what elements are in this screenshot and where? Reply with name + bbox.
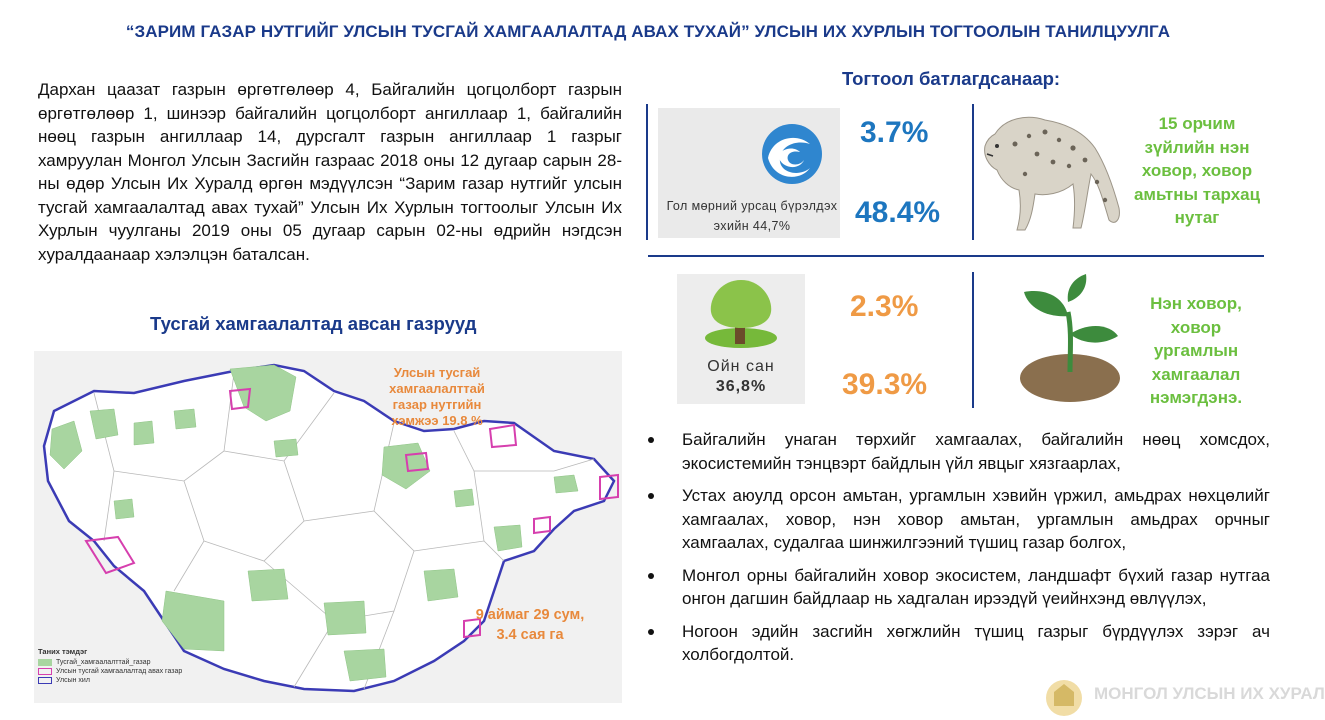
list-item-text: Устах аюулд орсон амьтан, ургамлын хэвийн үржил, амьдрах нөхцөлийг хамгаалах, ховор, нэн ховор амьтан, ургамлын амьдрах орчныг хамгаалах, судалгаа шинжилгээний түшиц газар болгох, [682,486,1270,552]
water-infobox [658,108,840,238]
protected-area [454,489,474,507]
forest-caption-value: 36,8% [715,378,767,395]
list-item-text: Байгалийн унаган төрхийг хамгаалах, байгалийн нөөц хомсдох, экосистемийн тэнцвэрт байдлын үйл явцыг хязгаарлах, [682,430,1270,473]
forest-infobox [677,274,805,404]
legend-item [38,677,182,684]
protected-area [344,649,386,681]
legend-item [38,668,182,675]
map-note-protected-share: Улсын тусгай хамгаалалттай газар нутгийн хэмжээ 19.8 % [389,365,485,428]
watermark-text: МОНГОЛ УЛСЫН ИХ ХУРАЛ [1094,684,1325,703]
divider-mid-top [972,104,974,240]
forest-stat-before: 2.3% [850,290,919,323]
protected-areas-map [34,351,622,703]
protected-area [248,569,288,601]
map-note-new-area: 9 аймаг 29 сум, 3.4 сая га [475,607,585,643]
legend-swatch-new [38,668,52,675]
list-item [648,564,1270,611]
list-item [648,484,1270,555]
snow-leopard-image [975,104,1127,238]
benefits-list [648,428,1270,676]
legend-swatch-border [38,677,52,684]
legend-item [38,659,182,666]
water-stat-before: 3.7% [860,116,929,149]
protected-area [324,601,366,635]
parliament-seal-icon [1040,676,1088,718]
map-heading: Тусгай хамгаалалтад авсан газрууд [150,313,477,334]
legend-label: Улсын тусгай хамгаалалтад авах газар [56,668,183,675]
intro-paragraph: Дархан цаазат газрын өргөтгөлөөр 4, Байгалийн цогцолборт газрын өргөтгөлөөр 1, шинээр байгалийн цогцолборт ангиллаар 1, байгалийн нөөц газрын ангиллаар 14, дурсгалт газрын ангиллаар 1 газрыг хамруулан Монгол Улсын Засгийн газраас 2018 оны 12 дугаар сарын 28-ны өдөр Улсын Их Хуралд өргөн мэдүүлсэн “Зарим газар нутгийг улсын тусгай хамгаалалтад авах тухай” Улсын Их Хурлын тогтоолыг Улсын Их Хурлын чуулганы 2019 оны 05 дугаар сарын 02-ны өдрийн нэгдсэн хуралдаанаар хэлэлцэн баталсан. [38,80,622,264]
protected-area [274,439,298,457]
plant-sprout-icon [1018,272,1122,404]
plants-text: Нэн ховор, ховор ургамлын хамгаалал нэмэгдэнэ. [1149,294,1243,407]
divider-left-top [646,104,648,240]
list-item [648,620,1270,667]
animals-text: 15 орчим зүйлийн нэн ховор, ховор амьтны тархац нутаг [1133,114,1261,227]
legend-label: Улсын хил [56,677,90,684]
bullet-dot [648,493,654,499]
list-item-text: Ногоон эдийн засгийн хөгжлийн түшиц газрыг бүрдүүлэх зэрэг ач холбогдолтой. [682,621,1270,664]
confirmed-heading: Тогтоол батлагдсанаар: [842,68,1061,89]
forest-caption: Ойн сан [707,358,775,375]
divider-mid-bottom [972,272,974,408]
water-caption: Гол мөрний урсац бүрэлдэх эхийн 44,7% [666,199,838,233]
protected-area [174,409,196,429]
list-item-text: Монгол орны байгалийн ховор экосистем, ландшафт бүхий газар нутгаа онгон дагшин байдлаар нь хадгалан ирээдүй үеийнхэнд өвлүүлэх, [682,565,1270,608]
page-title: “ЗАРИМ ГАЗАР НУТГИЙГ УЛСЫН ТУСГАЙ ХАМГААЛАЛТАД АВАХ ТУХАЙ” УЛСЫН ИХ ХУРЛЫН ТОГТООЛЫН ТАНИЛЦУУЛГА [125,22,1171,41]
forest-stat-after: 39.3% [842,368,928,401]
protected-area [424,569,458,601]
protected-area [494,525,522,551]
protected-area [162,591,224,651]
protected-area [134,421,154,445]
bullet-dot [648,437,654,443]
water-stat-after: 48.4% [855,196,941,229]
divider-horizontal [648,255,1264,257]
bullet-dot [648,629,654,635]
tree-icon [677,274,805,358]
legend-title: Таних тэмдэг [38,647,88,656]
protected-area [114,499,134,519]
list-item [648,428,1270,475]
legend-label: Тусгай_хамгаалалттай_газар [56,659,151,666]
bullet-dot [648,573,654,579]
protected-area [554,475,578,493]
map-legend [38,647,182,686]
legend-swatch-protected [38,659,52,666]
